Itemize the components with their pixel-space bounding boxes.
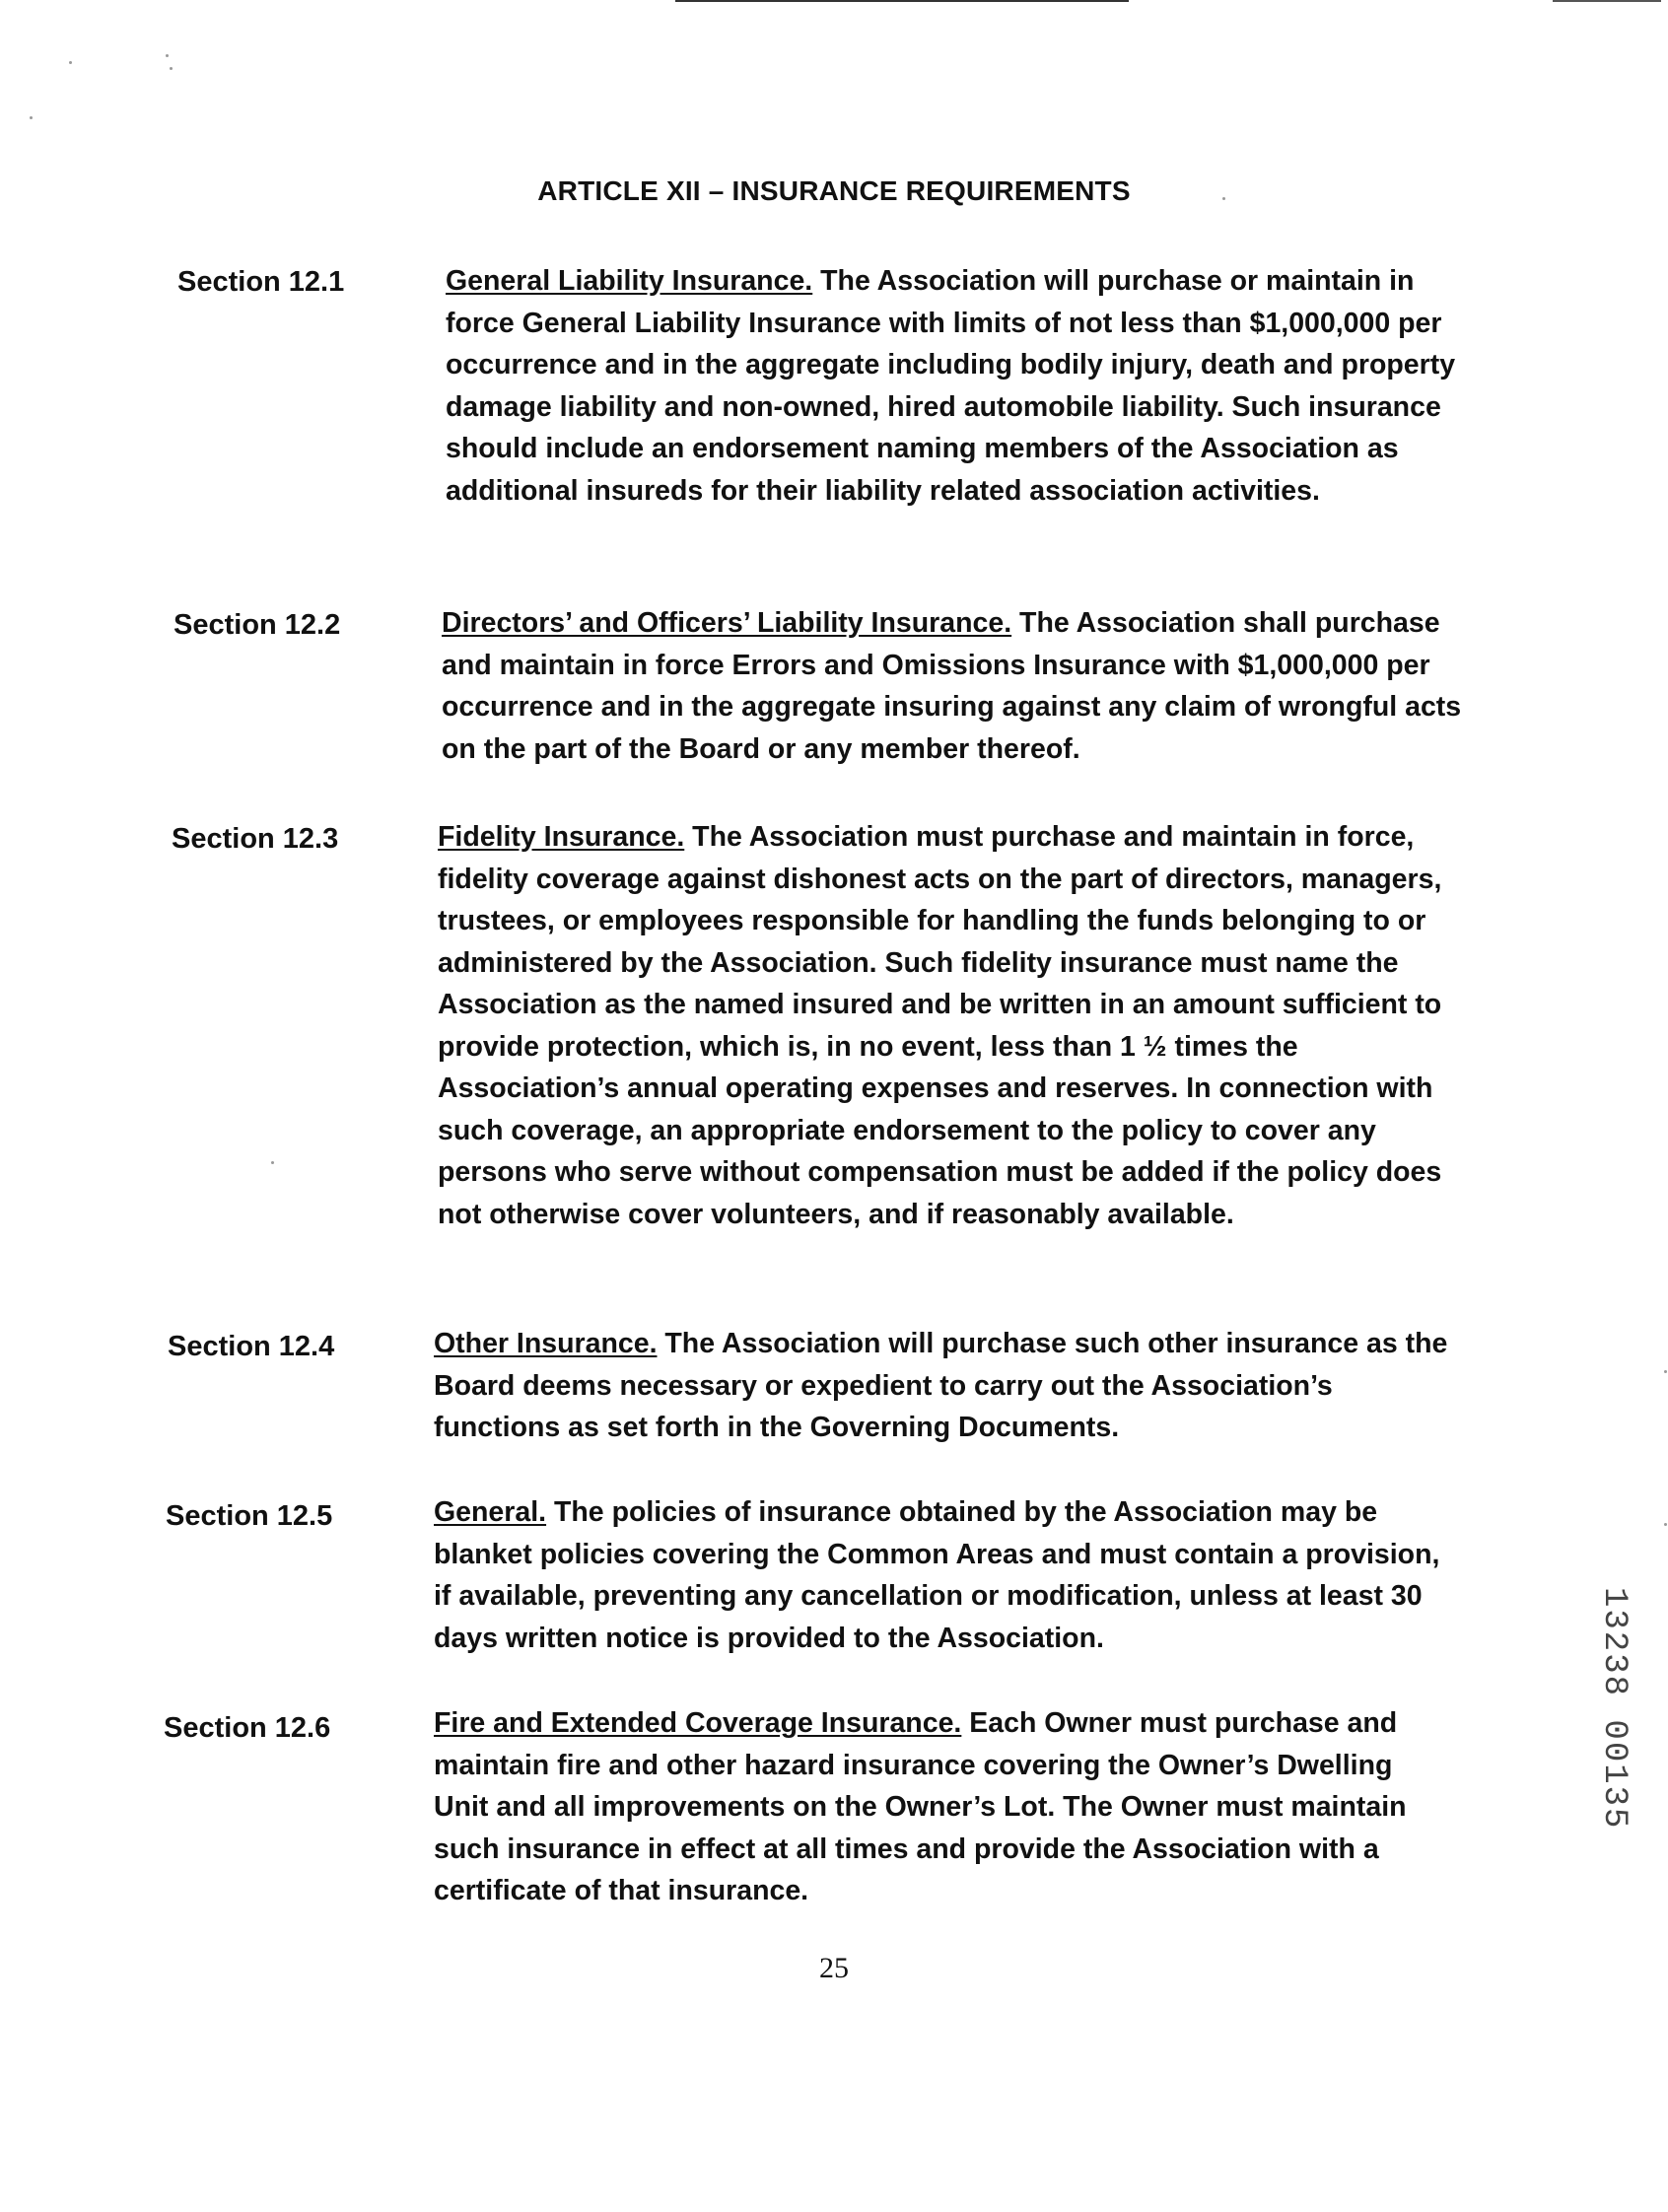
section-body — [434, 1491, 1454, 1659]
section-text: Each Owner must purchase and maintain fire and other hazard insurance covering the Owner’s Dwelling Unit and all improvements on the Owner’s Lot. The Owner must maintain such insurance in effect at all times and provide the Association with a certificate of that insurance. — [434, 1707, 1407, 1906]
section-heading: Fire and Extended Coverage Insurance. — [434, 1707, 962, 1739]
section-text: The Association will purchase such other insurance as the Board deems necessary or expedient to carry out the Association’s functions as set forth in the Governing Documents. — [434, 1328, 1448, 1443]
section-heading: General Liability Insurance. — [446, 265, 813, 297]
section-text: The policies of insurance obtained by the Association may be blanket policies covering the Common Areas and must contain a provision, if available, preventing any cancellation or modification, unless at least 30 days written notice is provided to the Association. — [434, 1496, 1440, 1654]
top-scan-rule — [675, 0, 1129, 2]
scan-speck — [166, 54, 169, 57]
section-body — [442, 602, 1462, 770]
section-text: The Association must purchase and maintain in force, fidelity coverage against dishonest acts on the part of directors, managers, trustees, or employees responsible for handling the funds belonging to or administered by the Association. Such fidelity insurance must name the Association as the named insured and be written in an amount sufficient to provide protection, which is, in no event, less than 1 ½ times the Association’s annual operating expenses and reserves. In connection with such coverage, an appropriate endorsement to the policy to cover any persons who serve without compensation must be added if the policy does not otherwise cover volunteers, and if reasonably available. — [438, 821, 1442, 1230]
section-heading: Other Insurance. — [434, 1328, 658, 1359]
scan-speck — [1664, 1523, 1667, 1526]
section-label: Section 12.5 — [166, 1500, 333, 1532]
section-text: The Association will purchase or maintain in force General Liability Insurance with limits of not less than $1,000,000 per occurrence and in the aggregate including bodily injury, death and property damage liability and non-owned, hired automobile liability. Such insurance should include an endorsement naming members of the Association as additional insureds for their liability related association activities. — [446, 265, 1456, 507]
section-text: The Association shall purchase and maintain in force Errors and Omissions Insurance with $1,000,000 per occurrence and in the aggregate insuring against any claim of wrongful acts on the part of the Board or any member thereof. — [442, 607, 1462, 765]
section-heading: General. — [434, 1496, 547, 1528]
scan-speck — [30, 116, 33, 119]
section-heading: Directors’ and Officers’ Liability Insurance. — [442, 607, 1012, 639]
page-title: ARTICLE XII – INSURANCE REQUIREMENTS — [537, 175, 1131, 206]
section-body — [446, 260, 1466, 512]
section-label: Section 12.3 — [172, 823, 339, 855]
page-number: 25 — [819, 1952, 849, 1984]
section-body — [438, 816, 1458, 1235]
scan-speck — [271, 1161, 274, 1164]
top-scan-rule-right — [1553, 0, 1661, 2]
section-label: Section 12.6 — [164, 1712, 331, 1744]
section-heading: Fidelity Insurance. — [438, 821, 685, 853]
section-body — [434, 1323, 1454, 1449]
scan-speck — [1222, 197, 1225, 200]
section-label: Section 12.4 — [168, 1331, 335, 1362]
scan-speck — [170, 67, 173, 70]
scan-speck — [1664, 1370, 1667, 1373]
section-body — [434, 1702, 1454, 1912]
document-stamp-number: 13238 00135 — [1595, 1587, 1633, 1831]
section-label: Section 12.1 — [177, 266, 345, 298]
section-label: Section 12.2 — [174, 609, 341, 641]
scan-speck — [69, 61, 72, 64]
